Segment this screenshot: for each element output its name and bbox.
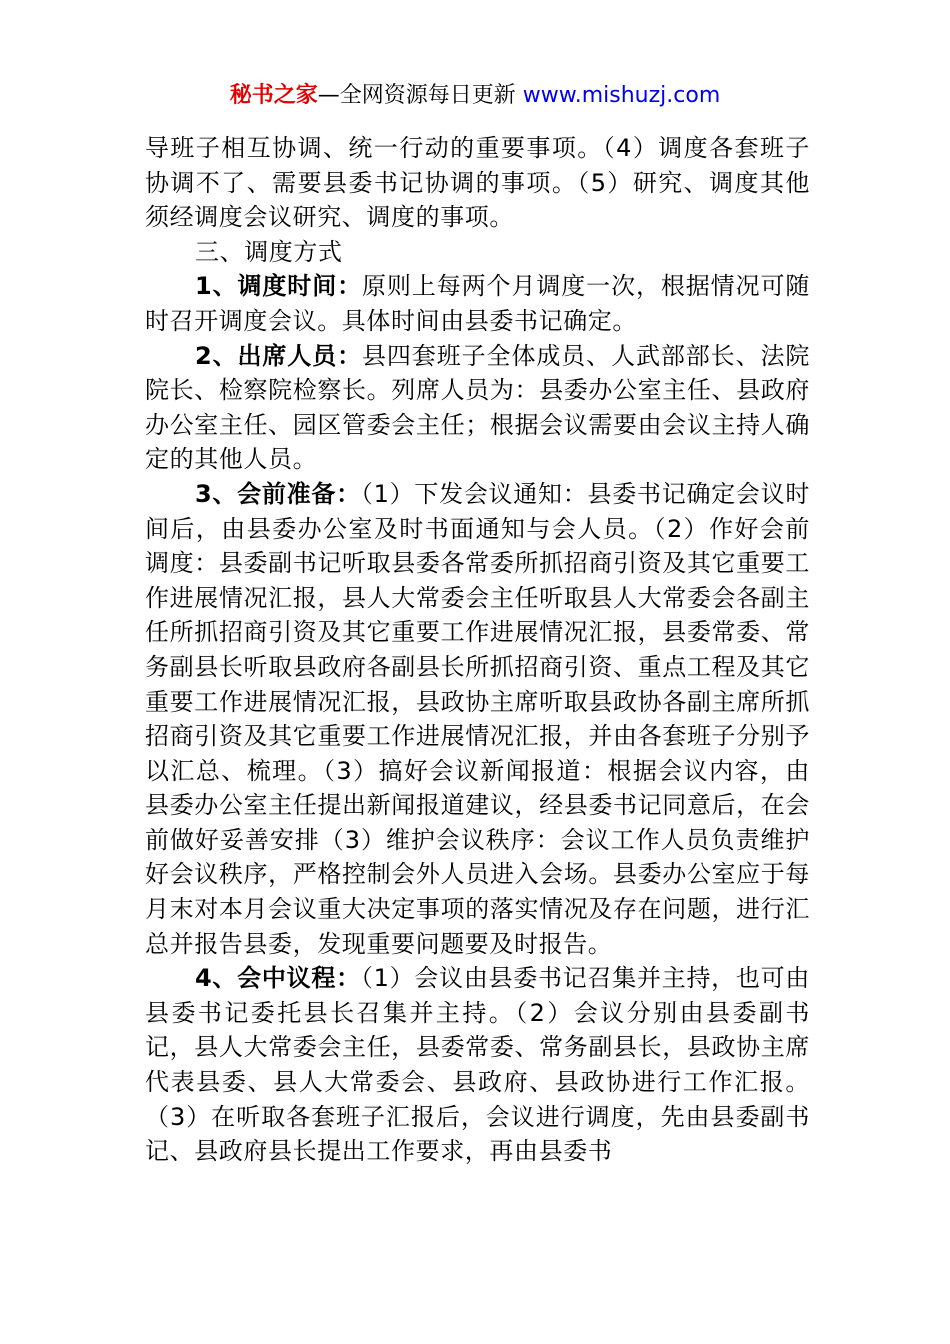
- paragraph-lead: 2、出席人员：: [195, 341, 363, 370]
- paragraph-text: （1）会议由县委书记召集并主持，也可由县委书记委托县长召集并主持。（2）会议分别由县委副书记，县人大常委会主任，县委常委、常务副县长，县政协主席代表县委、县人大常委会、县政府、县政协进行工作汇报。（3）在听取各套班子汇报后，会议进行调度，先由县委副书记、县政府县长提出工作要求，再由县委书: [145, 964, 810, 1166]
- paragraph-lead: 1、调度时间：: [195, 272, 363, 301]
- paragraph-lead: 3、会前准备：: [195, 479, 361, 508]
- paragraph-text: 导班子相互协调、统一行动的重要事项。（4）调度各套班子协调不了、需要县委书记协调的事项。（5）研究、调度其他须经调度会议研究、调度的事项。: [145, 134, 810, 232]
- paragraph-agenda: [145, 961, 810, 1169]
- section-heading: [145, 235, 810, 270]
- paragraph-text: （1）下发会议通知：县委书记确定会议时间后，由县委办公室及时书面通知与会人员。（2）作好会前调度：县委副书记听取县委各常委所抓招商引资及其它重要工作进展情况汇报，县人大常委会主任听取县人大常委会各副主任所抓招商引资及其它重要工作进展情况汇报，县委常委、常务副县长听取县政府各副县长所抓招商引资、重点工程及其它重要工作进展情况汇报，县政协主席听取县政协各副主席所抓招商引资及其它重要工作进展情况汇报，并由各套班子分别予以汇总、梳理。（3）搞好会议新闻报道：根据会议内容，由县委办公室主任提出新闻报道建议，经县委书记同意后，在会前做好妥善安排（3）维护会议秩序：会议工作人员负责维护好会议秩序，严格控制会外人员进入会场。县委办公室应于每月末对本月会议重大决定事项的落实情况及存在问题，进行汇总并报告县委，发现重要问题要及时报告。: [145, 479, 810, 958]
- website-link[interactable]: www.mishuzj.com: [522, 83, 721, 108]
- page-header: [0, 80, 950, 112]
- paragraph-continued: [145, 131, 810, 235]
- section-heading-text: 三、调度方式: [195, 237, 343, 266]
- paragraph-preparation: [145, 477, 810, 961]
- paragraph-attendees: [145, 339, 810, 477]
- header-tagline: —全网资源每日更新: [317, 83, 516, 108]
- paragraph-text: 县四套班子全体成员、人武部部长、法院院长、检察院检察长。列席人员为：县委办公室主任、县政府办公室主任、园区管委会主任；根据会议需要由会议主持人确定的其他人员。: [145, 341, 810, 474]
- document-body: [145, 131, 810, 1169]
- paragraph-schedule-time: [145, 269, 810, 338]
- paragraph-lead: 4、会中议程：: [195, 964, 361, 993]
- paragraph-text: 原则上每两个月调度一次，根据情况可随时召开调度会议。具体时间由县委书记确定。: [145, 272, 810, 335]
- brand-name: 秘书之家: [229, 83, 318, 108]
